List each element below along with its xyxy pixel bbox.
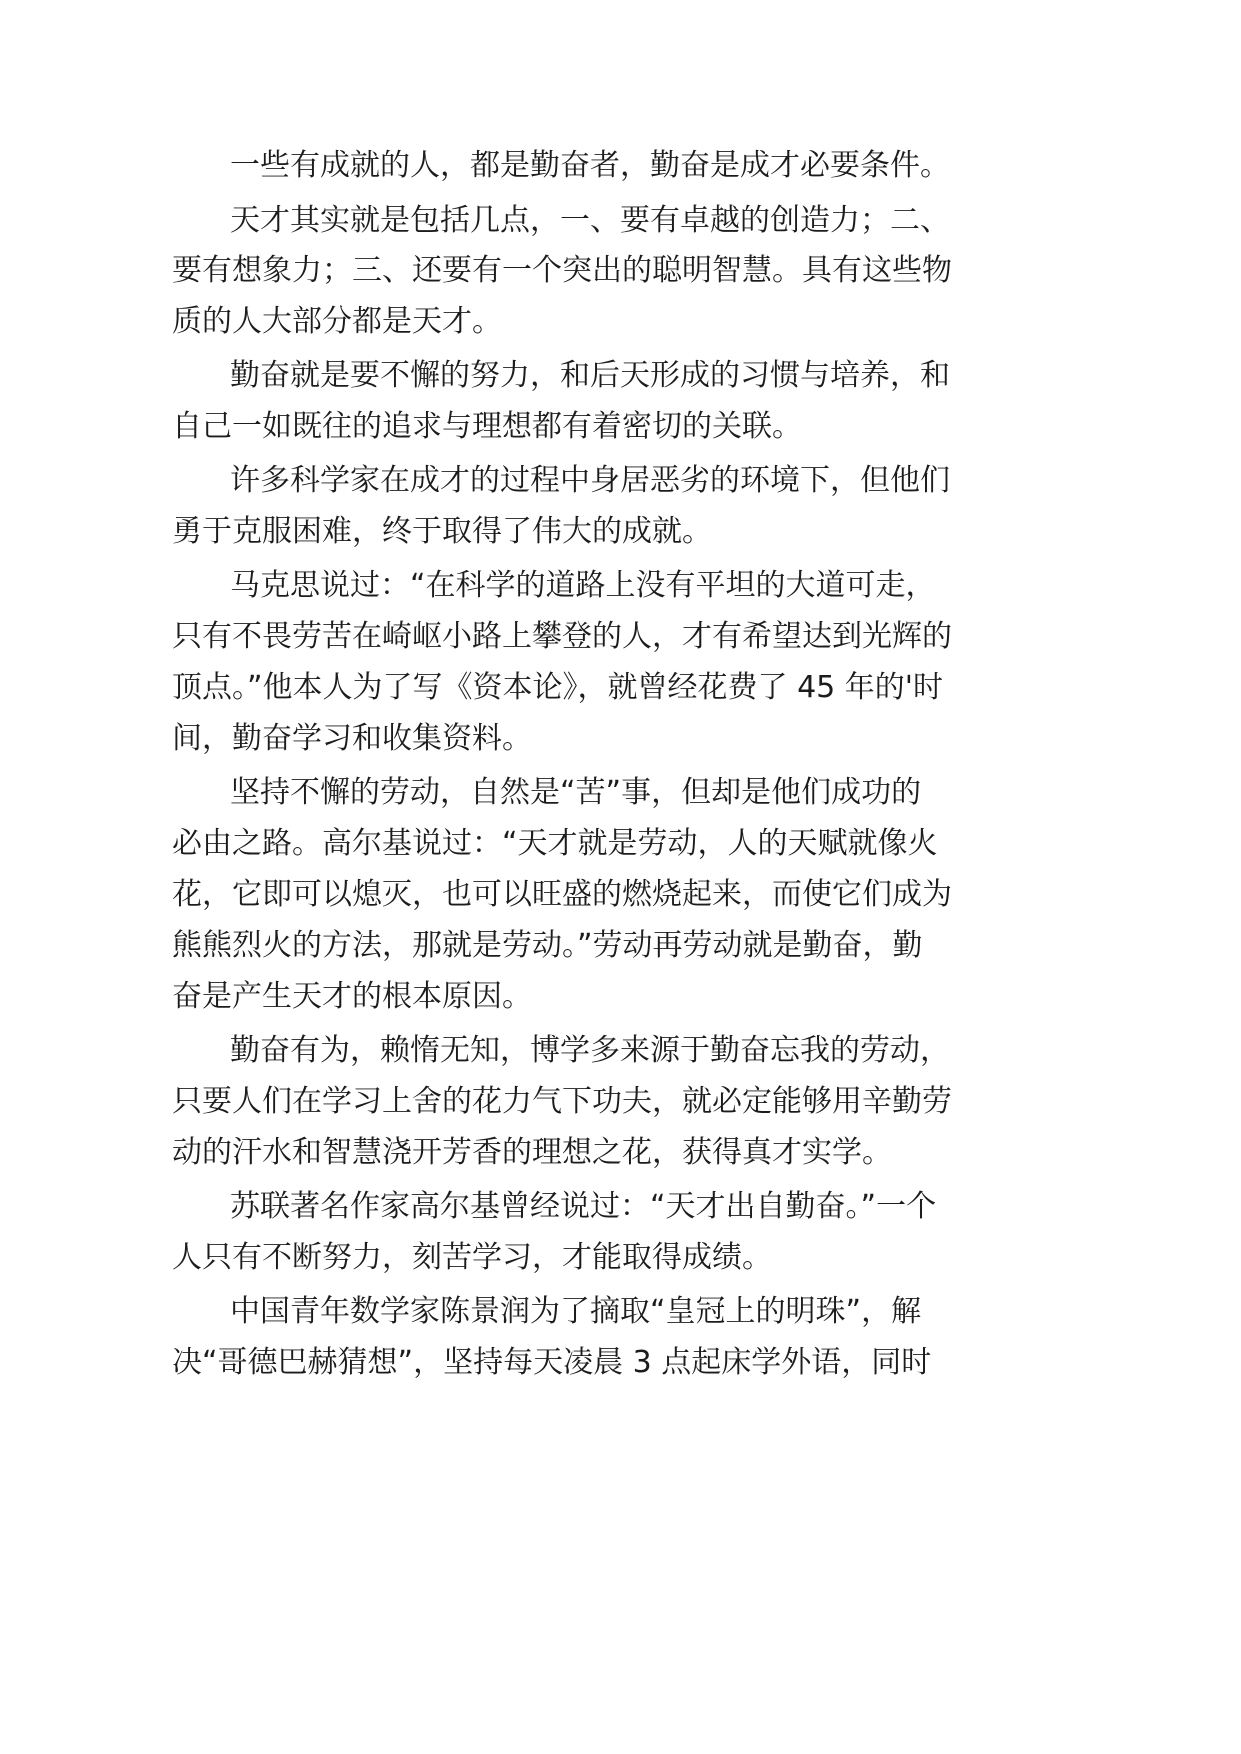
text-line: 苏联著名作家高尔基曾经说过：“天才出自勤奋。”一个 (230, 1189, 937, 1224)
text-line: 勤奋有为，赖惰无知，博学多来源于勤奋忘我的劳动， (230, 1033, 950, 1068)
text-line: 勤奋就是要不懈的努力，和后天形成的习惯与培养，和 (230, 358, 950, 393)
text-line: 只有不畏劳苦在崎岖小路上攀登的人，才有希望达到光辉的 (172, 619, 952, 654)
text-line: 质的人大部分都是天才。 (172, 304, 502, 339)
text-line: 中国青年数学家陈景润为了摘取“皇冠上的明珠”，解 (230, 1294, 922, 1329)
text-line: 许多科学家在成才的过程中身居恶劣的环境下，但他们 (230, 463, 950, 498)
text-line: 人只有不断努力，刻苦学习，才能取得成绩。 (172, 1240, 772, 1275)
text-line: 决“哥德巴赫猜想”，坚持每天凌晨 3 点起床学外语，同时 (172, 1345, 932, 1380)
text-line: 只要人们在学习上舍的花力气下功夫，就必定能够用辛勤劳 (172, 1084, 952, 1119)
text-line: 顶点。”他本人为了写《资本论》，就曾经花费了 45 年的'时 (172, 670, 944, 705)
text-line: 动的汗水和智慧浇开芳香的理想之花，获得真才实学。 (172, 1135, 892, 1170)
text-line: 熊熊烈火的方法，那就是劳动。”劳动再劳动就是勤奋，勤 (172, 928, 923, 963)
text-line: 马克思说过：“在科学的道路上没有平坦的大道可走， (230, 568, 936, 603)
text-line: 间，勤奋学习和收集资料。 (172, 721, 532, 756)
text-line: 一些有成就的人，都是勤奋者，勤奋是成才必要条件。 (230, 148, 950, 183)
text-line: 天才其实就是包括几点，一、要有卓越的创造力；二、 (230, 203, 950, 238)
text-line: 自己一如既往的追求与理想都有着密切的关联。 (172, 409, 802, 444)
text-line: 奋是产生天才的根本原因。 (172, 979, 532, 1014)
text-line: 勇于克服困难，终于取得了伟大的成就。 (172, 514, 712, 549)
text-line: 坚持不懈的劳动，自然是“苦”事，但却是他们成功的 (230, 775, 922, 810)
text-line: 要有想象力；三、还要有一个突出的聪明智慧。具有这些物 (172, 253, 952, 288)
text-line: 花，它即可以熄灭，也可以旺盛的燃烧起来，而使它们成为 (172, 877, 952, 912)
text-line: 必由之路。高尔基说过：“天才就是劳动，人的天赋就像火 (172, 826, 938, 861)
